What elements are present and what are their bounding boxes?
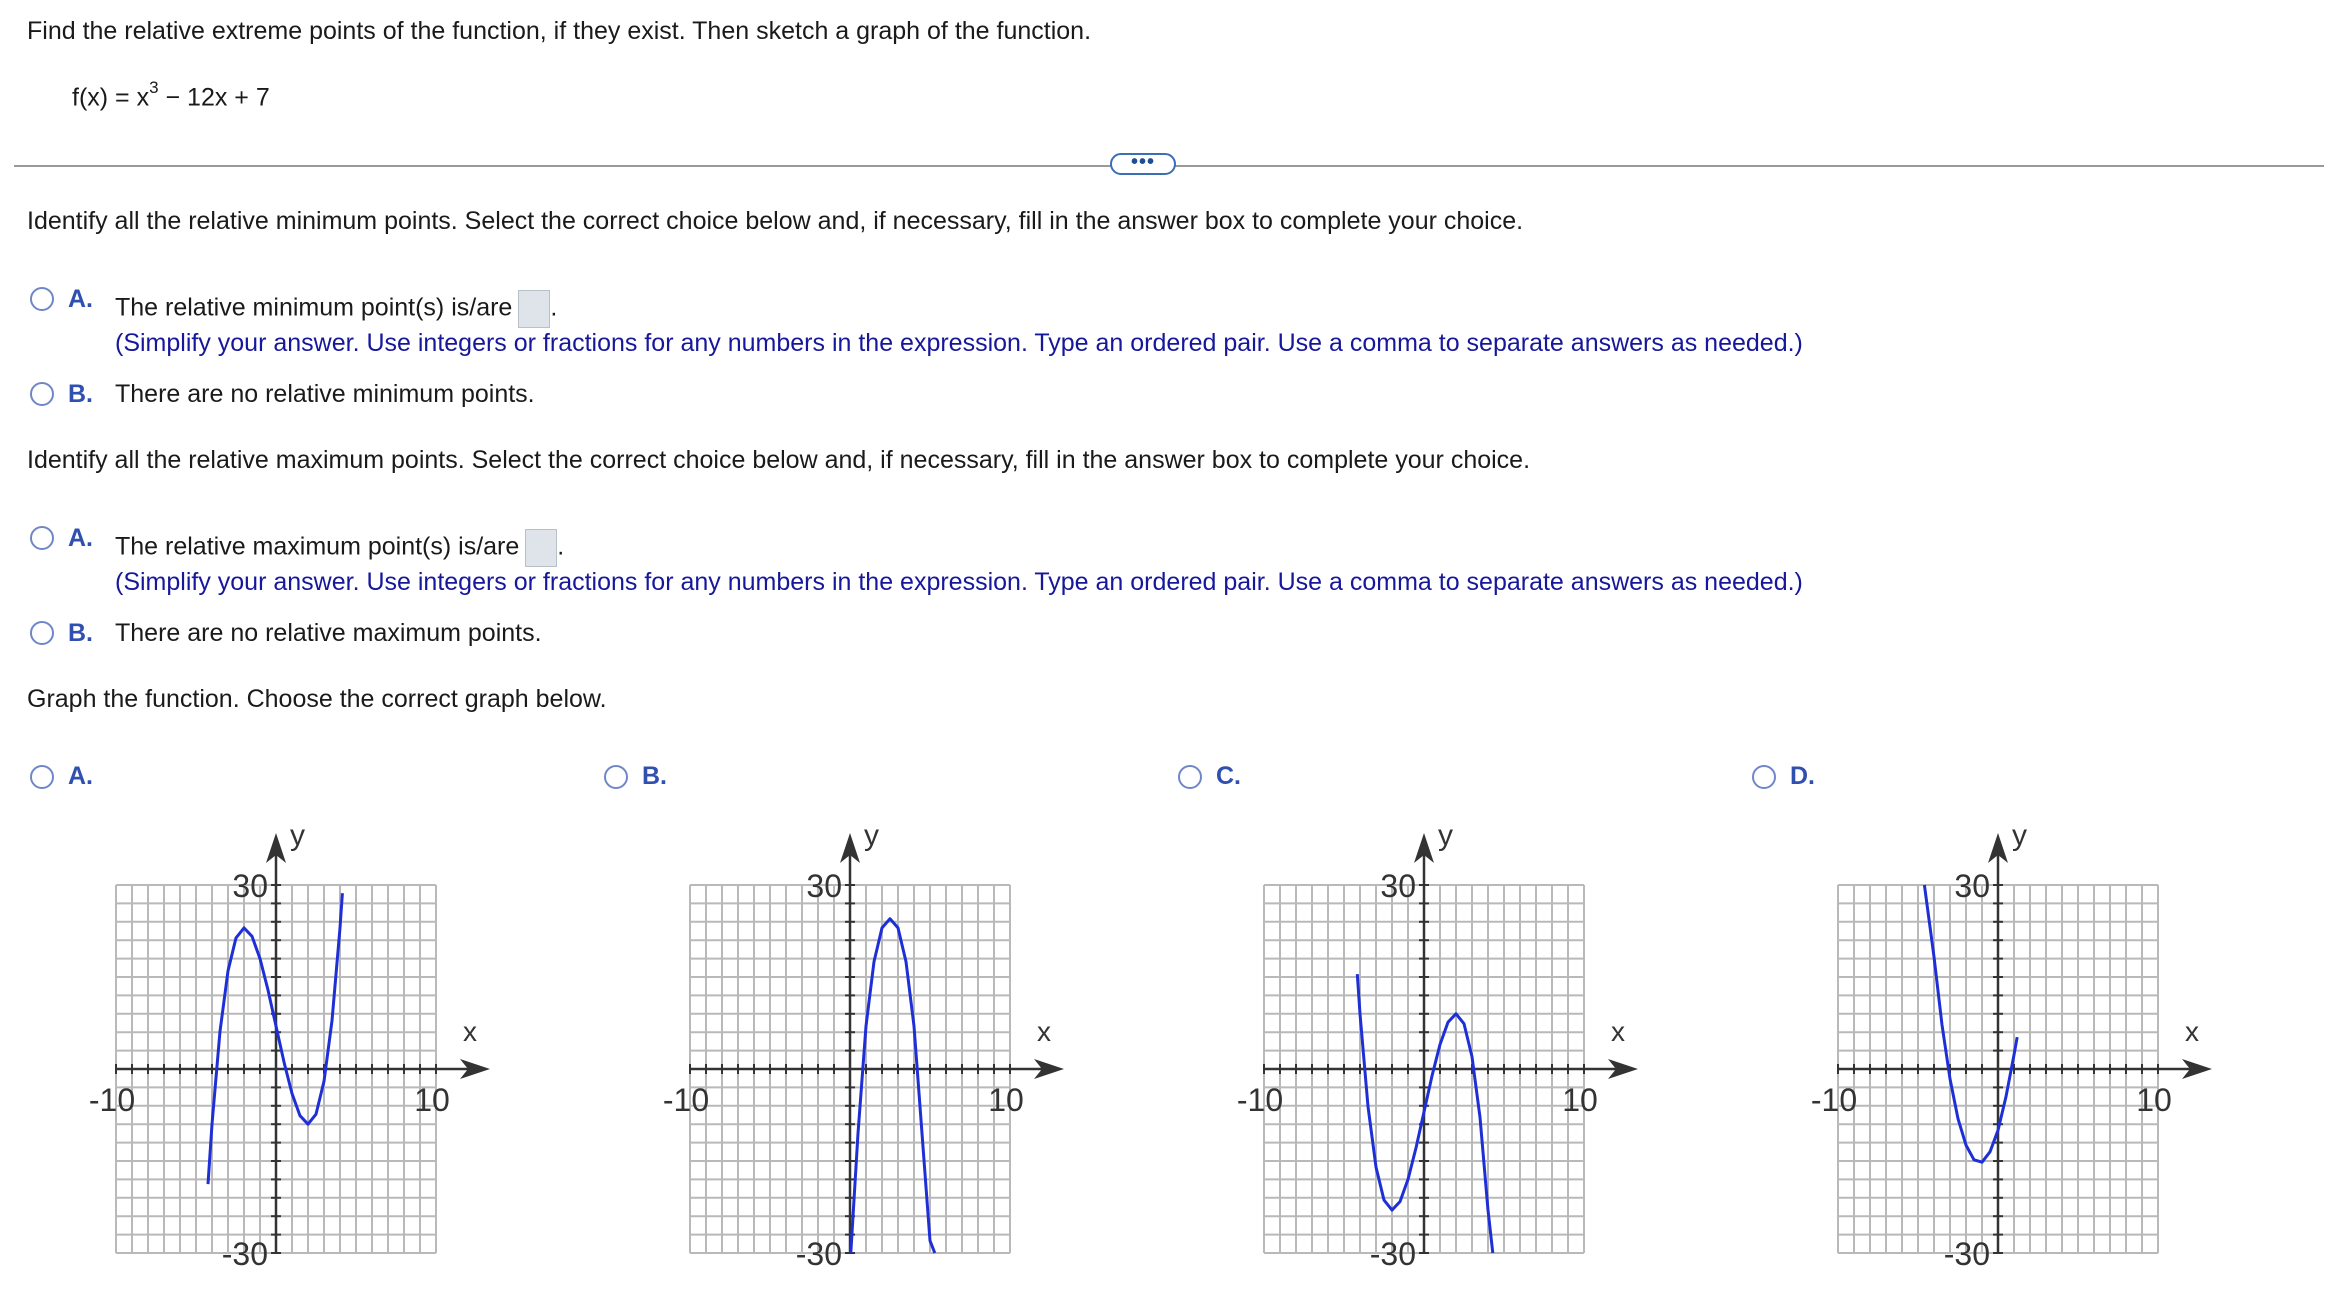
min-option-b-text: There are no relative minimum points. bbox=[115, 380, 535, 408]
x-axis-label: x bbox=[1611, 1016, 1625, 1047]
y-tick-label-min: -30 bbox=[221, 1236, 268, 1272]
x-tick-label-max: 10 bbox=[988, 1082, 1024, 1118]
min-option-b-letter: B. bbox=[68, 380, 93, 408]
graph-c-svg bbox=[1228, 805, 1688, 1295]
graph-option-a-radio[interactable] bbox=[30, 765, 54, 789]
max-option-a-hint: (Simplify your answer. Use integers or fractions for any numbers in the expression. Type an ordered pair. Use a comma to separate answers as needed.) bbox=[115, 568, 1803, 596]
max-option-b-radio[interactable] bbox=[30, 621, 54, 645]
min-option-a-text: The relative minimum point(s) is/are bbox=[115, 293, 513, 322]
min-option-a bbox=[115, 290, 557, 328]
graph-option-c-radio[interactable] bbox=[1178, 765, 1202, 789]
function-curve bbox=[1924, 885, 2017, 1162]
graph-a[interactable] bbox=[80, 805, 540, 1295]
graph-option-a-letter: A. bbox=[68, 762, 93, 790]
x-tick-label-min: -10 bbox=[662, 1082, 710, 1118]
graph-d-svg bbox=[1802, 805, 2262, 1295]
function-exponent: 3 bbox=[149, 78, 159, 97]
graph-option-c-letter: C. bbox=[1216, 762, 1241, 790]
max-option-a-radio[interactable] bbox=[30, 526, 54, 550]
graph-c[interactable] bbox=[1228, 805, 1688, 1295]
x-tick-label-max: 10 bbox=[414, 1082, 450, 1118]
x-tick-label-min: -10 bbox=[1810, 1082, 1858, 1118]
function-curve bbox=[851, 919, 935, 1253]
x-axis-label: x bbox=[1037, 1016, 1051, 1047]
graph-a-svg bbox=[80, 805, 540, 1295]
function-prefix: f(x) = x bbox=[72, 83, 150, 112]
graph-option-d-letter: D. bbox=[1790, 762, 1815, 790]
x-axis-label: x bbox=[2185, 1016, 2199, 1047]
function-suffix: − 12x + 7 bbox=[158, 83, 270, 112]
graph-prompt: Graph the function. Choose the correct graph below. bbox=[27, 685, 607, 713]
x-tick-label-max: 10 bbox=[2136, 1082, 2172, 1118]
y-axis-label: y bbox=[1438, 819, 1453, 852]
y-axis-label: y bbox=[290, 819, 305, 852]
min-option-a-radio[interactable] bbox=[30, 287, 54, 311]
max-option-a-text: The relative maximum point(s) is/are bbox=[115, 532, 520, 561]
graph-b-svg bbox=[654, 805, 1114, 1295]
min-option-a-hint: (Simplify your answer. Use integers or fractions for any numbers in the expression. Type an ordered pair. Use a comma to separate answers as needed.) bbox=[115, 329, 1803, 357]
graph-option-b-letter: B. bbox=[642, 762, 667, 790]
x-tick-label-min: -10 bbox=[1236, 1082, 1284, 1118]
max-prompt: Identify all the relative maximum points. Select the correct choice below and, if necessary, fill in the answer box to complete your choice. bbox=[27, 446, 1531, 474]
y-tick-label-max: 30 bbox=[1954, 868, 1990, 904]
min-answer-box[interactable] bbox=[518, 290, 550, 328]
problem-instruction: Find the relative extreme points of the function, if they exist. Then sketch a graph of the function. bbox=[27, 17, 1092, 45]
x-tick-label-min: -10 bbox=[88, 1082, 136, 1118]
y-tick-label-max: 30 bbox=[1380, 868, 1416, 904]
y-tick-label-min: -30 bbox=[1943, 1236, 1990, 1272]
y-tick-label-min: -30 bbox=[795, 1236, 842, 1272]
min-prompt: Identify all the relative minimum points. Select the correct choice below and, if necessary, fill in the answer box to complete your choice. bbox=[27, 207, 1524, 235]
x-tick-label-max: 10 bbox=[1562, 1082, 1598, 1118]
max-option-a-letter: A. bbox=[68, 524, 93, 552]
graph-d[interactable] bbox=[1802, 805, 2262, 1295]
y-tick-label-min: -30 bbox=[1369, 1236, 1416, 1272]
graph-option-d-radio[interactable] bbox=[1752, 765, 1776, 789]
max-answer-box[interactable] bbox=[525, 529, 557, 567]
max-option-a-period: . bbox=[557, 532, 565, 561]
min-option-a-period: . bbox=[550, 293, 558, 322]
min-option-a-letter: A. bbox=[68, 285, 93, 313]
function-expression bbox=[72, 76, 270, 112]
max-option-b-text: There are no relative maximum points. bbox=[115, 619, 542, 647]
y-tick-label-max: 30 bbox=[232, 868, 268, 904]
y-tick-label-max: 30 bbox=[806, 868, 842, 904]
graph-option-b-radio[interactable] bbox=[604, 765, 628, 789]
more-button[interactable]: ••• bbox=[1110, 153, 1176, 175]
y-axis-label: y bbox=[2012, 819, 2027, 852]
graph-b[interactable] bbox=[654, 805, 1114, 1295]
max-option-a bbox=[115, 529, 564, 567]
min-option-b-radio[interactable] bbox=[30, 382, 54, 406]
max-option-b-letter: B. bbox=[68, 619, 93, 647]
y-axis-label: y bbox=[864, 819, 879, 852]
x-axis-label: x bbox=[463, 1016, 477, 1047]
